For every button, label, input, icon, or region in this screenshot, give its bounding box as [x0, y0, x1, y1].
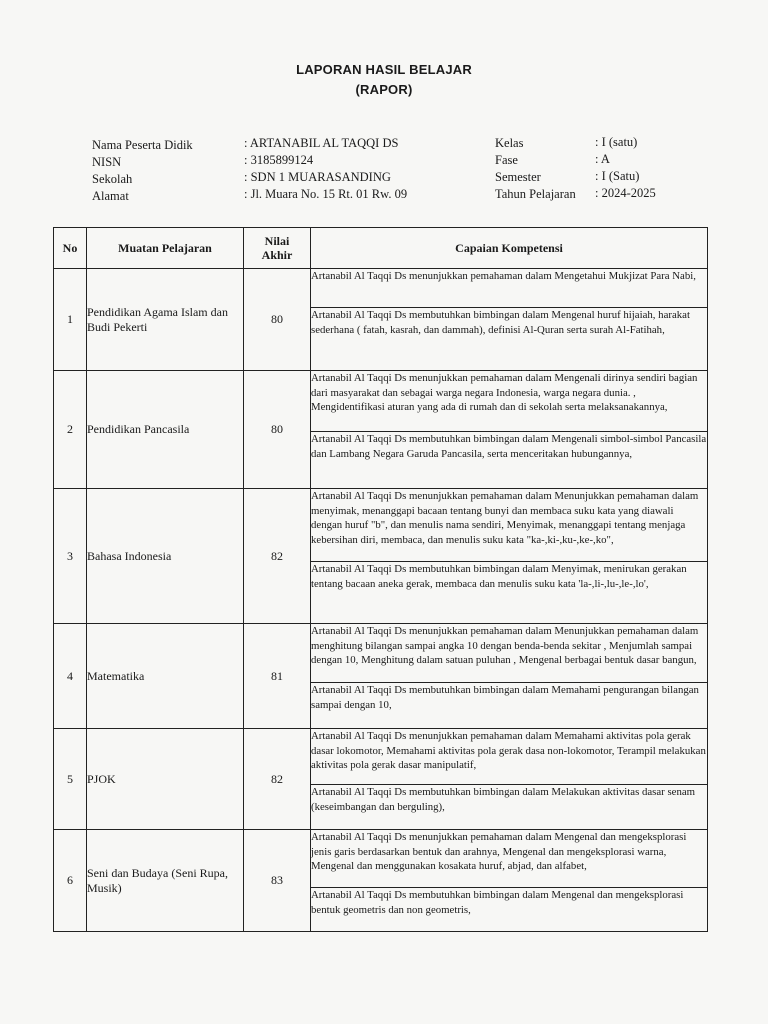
header-competency: Capaian Kompetensi	[311, 228, 708, 269]
row-competency-guidance: Artanabil Al Taqqi Ds membutuhkan bimbingan dalam Melakukan aktivitas dasar senam (keseimbangan dan berguling),	[311, 785, 708, 830]
value-nisn: : 3185899124	[244, 153, 314, 167]
row-competency-achieved: Artanabil Al Taqqi Ds menunjukkan pemahaman dalam Mengetahui Mukjizat Para Nabi,	[311, 269, 708, 308]
header-score	[244, 228, 311, 269]
row-score: 82	[244, 729, 311, 830]
table-row	[54, 729, 708, 785]
label-address: Alamat	[92, 189, 129, 203]
table-row	[54, 830, 708, 888]
row-subject: Pendidikan Pancasila	[87, 371, 244, 489]
table-row	[54, 624, 708, 683]
row-no: 4	[54, 624, 87, 729]
label-academic-year: Tahun Pelajaran	[495, 187, 576, 201]
row-no: 1	[54, 269, 87, 371]
header-score-line1: Nilai	[264, 234, 290, 248]
row-competency-guidance: Artanabil Al Taqqi Ds membutuhkan bimbingan dalam Memahami pengurangan bilangan sampai dengan 10,	[311, 683, 708, 729]
grades-table	[53, 227, 708, 932]
header-subject: Muatan Pelajaran	[87, 228, 244, 269]
label-student-name: Nama Peserta Didik	[92, 138, 193, 152]
value-academic-year: : 2024-2025	[595, 186, 656, 200]
table-row	[54, 371, 708, 432]
value-address: : Jl. Muara No. 15 Rt. 01 Rw. 09	[244, 187, 408, 201]
row-score: 82	[244, 489, 311, 624]
label-phase: Fase	[495, 153, 518, 167]
header-score-line2: Akhir	[261, 248, 293, 262]
value-class: : I (satu)	[595, 135, 638, 149]
table-row	[54, 269, 708, 308]
row-competency-achieved: Artanabil Al Taqqi Ds menunjukkan pemahaman dalam Mengenali dirinya sendiri bagian dari masyarakat dan sebagai warga negara Indonesia, warga negara dunia. , Mengidentifikasi aturan yang ada di rumah dan di sekolah serta melaksanakannya,	[311, 371, 708, 432]
student-info-left-values	[244, 135, 407, 203]
row-score: 80	[244, 371, 311, 489]
row-subject: Seni dan Budaya (Seni Rupa, Musik)	[87, 830, 244, 932]
row-competency-achieved: Artanabil Al Taqqi Ds menunjukkan pemahaman dalam Menunjukkan pemahaman dalam menyimak, menanggapi bacaan tentang bunyi dan membaca suku kata yang diawali dengan huruf "b", dan menulis nama sendiri, Menyimak, menanggapi tentang menjaga kebersihan diri, membaca, dan menulis suku kata "ka-,ki-,ku-,ke-,ko",	[311, 489, 708, 562]
row-competency-achieved: Artanabil Al Taqqi Ds menunjukkan pemahaman dalam Menunjukkan pemahaman dalam menghitung bilangan sampai angka 10 dengan benda-benda sekitar , Menjumlah sampai dengan 10, Menghitung dalam satuan puluhan , Mengenal berbagai bentuk dasar bangun,	[311, 624, 708, 683]
report-title: LAPORAN HASIL BELAJAR	[296, 62, 472, 77]
row-no: 5	[54, 729, 87, 830]
row-subject: PJOK	[87, 729, 244, 830]
student-info-right-labels	[495, 135, 576, 203]
row-score: 83	[244, 830, 311, 932]
student-info-left-labels	[92, 137, 193, 205]
label-semester: Semester	[495, 170, 541, 184]
label-nisn: NISN	[92, 155, 122, 169]
row-no: 6	[54, 830, 87, 932]
row-subject: Matematika	[87, 624, 244, 729]
row-no: 3	[54, 489, 87, 624]
value-school: : SDN 1 MUARASANDING	[244, 170, 391, 184]
row-subject: Pendidikan Agama Islam dan Budi Pekerti	[87, 269, 244, 371]
row-competency-guidance: Artanabil Al Taqqi Ds membutuhkan bimbingan dalam Mengenal huruf hijaiah, harakat sederhana ( fatah, kasrah, dan dammah), definisi Al-Quran serta surah Al-Fatihah,	[311, 308, 708, 371]
value-semester: : I (Satu)	[595, 169, 640, 183]
table-row	[54, 489, 708, 562]
row-competency-achieved: Artanabil Al Taqqi Ds menunjukkan pemahaman dalam Memahami aktivitas pola gerak dasar lokomotor, Memahami aktivitas pola gerak dasa non-lokomotor, Terampil melakukan aktivitas pola gerak dasar manipulatif,	[311, 729, 708, 785]
row-competency-guidance: Artanabil Al Taqqi Ds membutuhkan bimbingan dalam Menyimak, menirukan gerakan tentang bacaan aneka gerak, membaca dan menulis suku kata 'la-,li-,lu-,le-,lo',	[311, 562, 708, 624]
row-score: 80	[244, 269, 311, 371]
report-subtitle: (RAPOR)	[355, 82, 413, 97]
row-subject: Bahasa Indonesia	[87, 489, 244, 624]
label-school: Sekolah	[92, 172, 133, 186]
row-competency-achieved: Artanabil Al Taqqi Ds menunjukkan pemahaman dalam Mengenal dan mengeksplorasi jenis garis berdasarkan bentuk dan arahnya, Mengenal dan mengeksplorasi warna, Mengenal dan menggunakan kosakata huruf, abjad, dan alfabet,	[311, 830, 708, 888]
label-class: Kelas	[495, 136, 524, 150]
value-phase: : A	[595, 152, 610, 166]
row-no: 2	[54, 371, 87, 489]
header-no: No	[54, 228, 87, 269]
row-score: 81	[244, 624, 311, 729]
value-student-name: : ARTANABIL AL TAQQI DS	[244, 136, 399, 150]
table-header-row	[54, 228, 708, 269]
row-competency-guidance: Artanabil Al Taqqi Ds membutuhkan bimbingan dalam Mengenali simbol-simbol Pancasila dan Lambang Negara Garuda Pancasila, serta menceritakan hubungannya,	[311, 432, 708, 489]
student-info-right-values	[595, 134, 656, 202]
row-competency-guidance: Artanabil Al Taqqi Ds membutuhkan bimbingan dalam Mengenal dan mengeksplorasi bentuk geometris dan non geometris,	[311, 888, 708, 932]
